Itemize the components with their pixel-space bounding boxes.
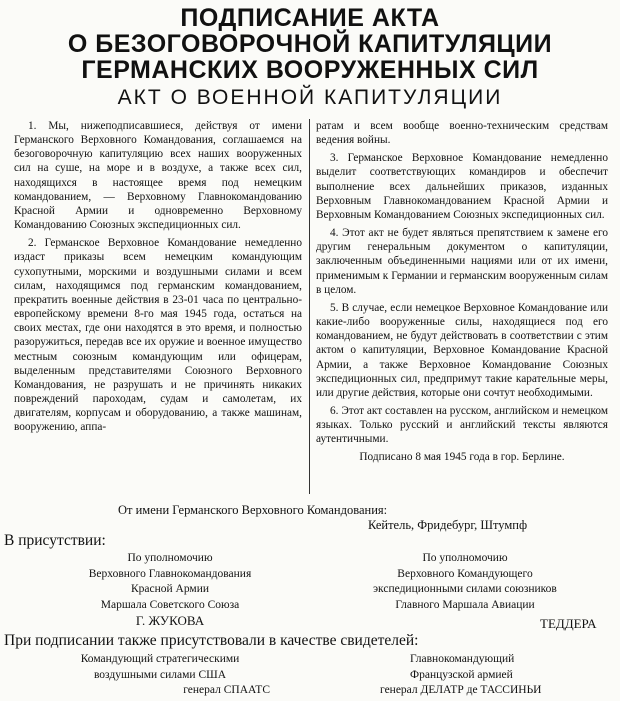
soviet-line-2: Верховного Главнокомандования: [88, 567, 252, 580]
french-witness-block: [380, 652, 610, 699]
paragraph-6: 6. Этот акт составлен на русском, английском и немецком языках. Только русский и английский тексты являются аутентичными.: [316, 404, 608, 446]
allied-line-4: Главного Маршала Авиации: [395, 598, 535, 611]
us-line-1: Командующий стратегическими: [80, 653, 240, 665]
german-signers: Кейтель, Фридебург, Штумпф: [368, 518, 528, 532]
soviet-line-3: Красной Армии: [130, 583, 210, 595]
paragraph-4: 4. Этот акт не будет являться препятствием к замене его другим генеральным документом о капитуляции, заключенным объединенными нациями или от их имени, применимым к Германии и германским вооруженным силам в целом.: [316, 227, 608, 296]
allied-line-1: По уполномочию: [422, 552, 508, 564]
paragraph-2: 2. Германское Верховное Командование немедленно издаст приказы всем немецким командующим сухопутными, морскими и воздушными силами и всем силам, находящимся под германским командованием, прекратить военные действия в 23-01 часа по центрально-европейскому времени 8-го мая 1945 года, остаться на своих местах, где они находятся в это время, и полностью разоружиться, передав все их оружие и военное имущество местным союзным командующим или офицерам, выделенным представителями Союзного Верховного Командования, не разрушать и не причинять никаких повреждений пароходам, судам и самолетам, их двигателям, корпусам и оборудованию, а также машинам, вооружению, аппа-: [14, 237, 302, 434]
subtitle: АКТ О ВОЕННОЙ КАПИТУЛЯЦИИ: [117, 86, 503, 109]
witnesses-heading: При подписании также присутствовали в качестве свидетелей:: [4, 632, 419, 649]
paragraph-1: 1. Мы, нижеподписавшиеся, действуя от имени Германского Верховного Командования, соглашаемся на безоговорочную капитуляцию всех наших вооруженных сил на суше, на море и в воздухе, а также всех сил, находящихся в настоящее время под немецким командованием, — Верховному Главнокомандованию Красной Армии и одновременно Верховному Командованию Союзных экспедиционных сил.: [14, 120, 302, 232]
fr-line-2: Французской армией: [410, 668, 513, 681]
left-column: [14, 119, 302, 438]
column-divider: [309, 119, 310, 494]
title-line-3: ГЕРМАНСКИХ ВООРУЖЕННЫХ СИЛ: [81, 56, 539, 84]
on-behalf-line: От имени Германского Верховного Командования:: [118, 503, 388, 517]
right-column: [316, 119, 608, 469]
soviet-line-4: Маршала Советского Союза: [100, 598, 240, 611]
presence-heading: В присутствии:: [4, 532, 106, 549]
allied-line-2: Верховного Командующего: [397, 567, 533, 580]
soviet-signature-block: [40, 551, 300, 629]
paragraph-3: 3. Германское Верховное Командование немедленно выделит соответствующих командиров и обеспечит выполнение всех дальнейших приказов, изданных Верховным Главнокомандованием Красной Армии и Верховным Командованием Союзных экспедиционных сил.: [316, 152, 608, 221]
us-line-2: воздушными силами США: [93, 668, 227, 681]
soviet-line-1: По уполномочию: [127, 552, 213, 564]
signed-date: Подписано 8 мая 1945 года в гор. Берлине.: [359, 451, 565, 464]
fr-line-3: генерал ДЕЛАТР де ТАССИНЬИ: [380, 684, 542, 696]
us-witness-block: [40, 652, 280, 699]
soviet-signer-name: Г. ЖУКОВА: [135, 613, 205, 628]
us-line-3: генерал СПААТС: [183, 684, 270, 696]
fr-line-1: Главнокомандующий: [410, 653, 515, 665]
title-line-2: О БЕЗОГОВОРОЧНОЙ КАПИТУЛЯЦИИ: [67, 30, 553, 58]
allied-line-3: экспедиционными силами союзников: [373, 583, 557, 595]
allied-signature-block: [340, 551, 590, 613]
allied-signer-name: ТЕДДЕРА: [540, 616, 597, 631]
title-line-1: ПОДПИСАНИЕ АКТА: [180, 4, 440, 32]
paragraph-2-continued: ратам и всем вообще военно-техническим средствам ведения войны.: [316, 120, 608, 147]
paragraph-5: 5. В случае, если немецкое Верховное Командование или какие-либо вооруженные силы, находящиеся под его командованием, не будут действовать в соответствии с этим актом о капитуляции, Верховное Командование Красной Армии, а также Верховное Командование Союзных экспедиционных сил, предпримут такие карательные меры, или другие действия, которые они сочтут необходимыми.: [316, 301, 608, 399]
